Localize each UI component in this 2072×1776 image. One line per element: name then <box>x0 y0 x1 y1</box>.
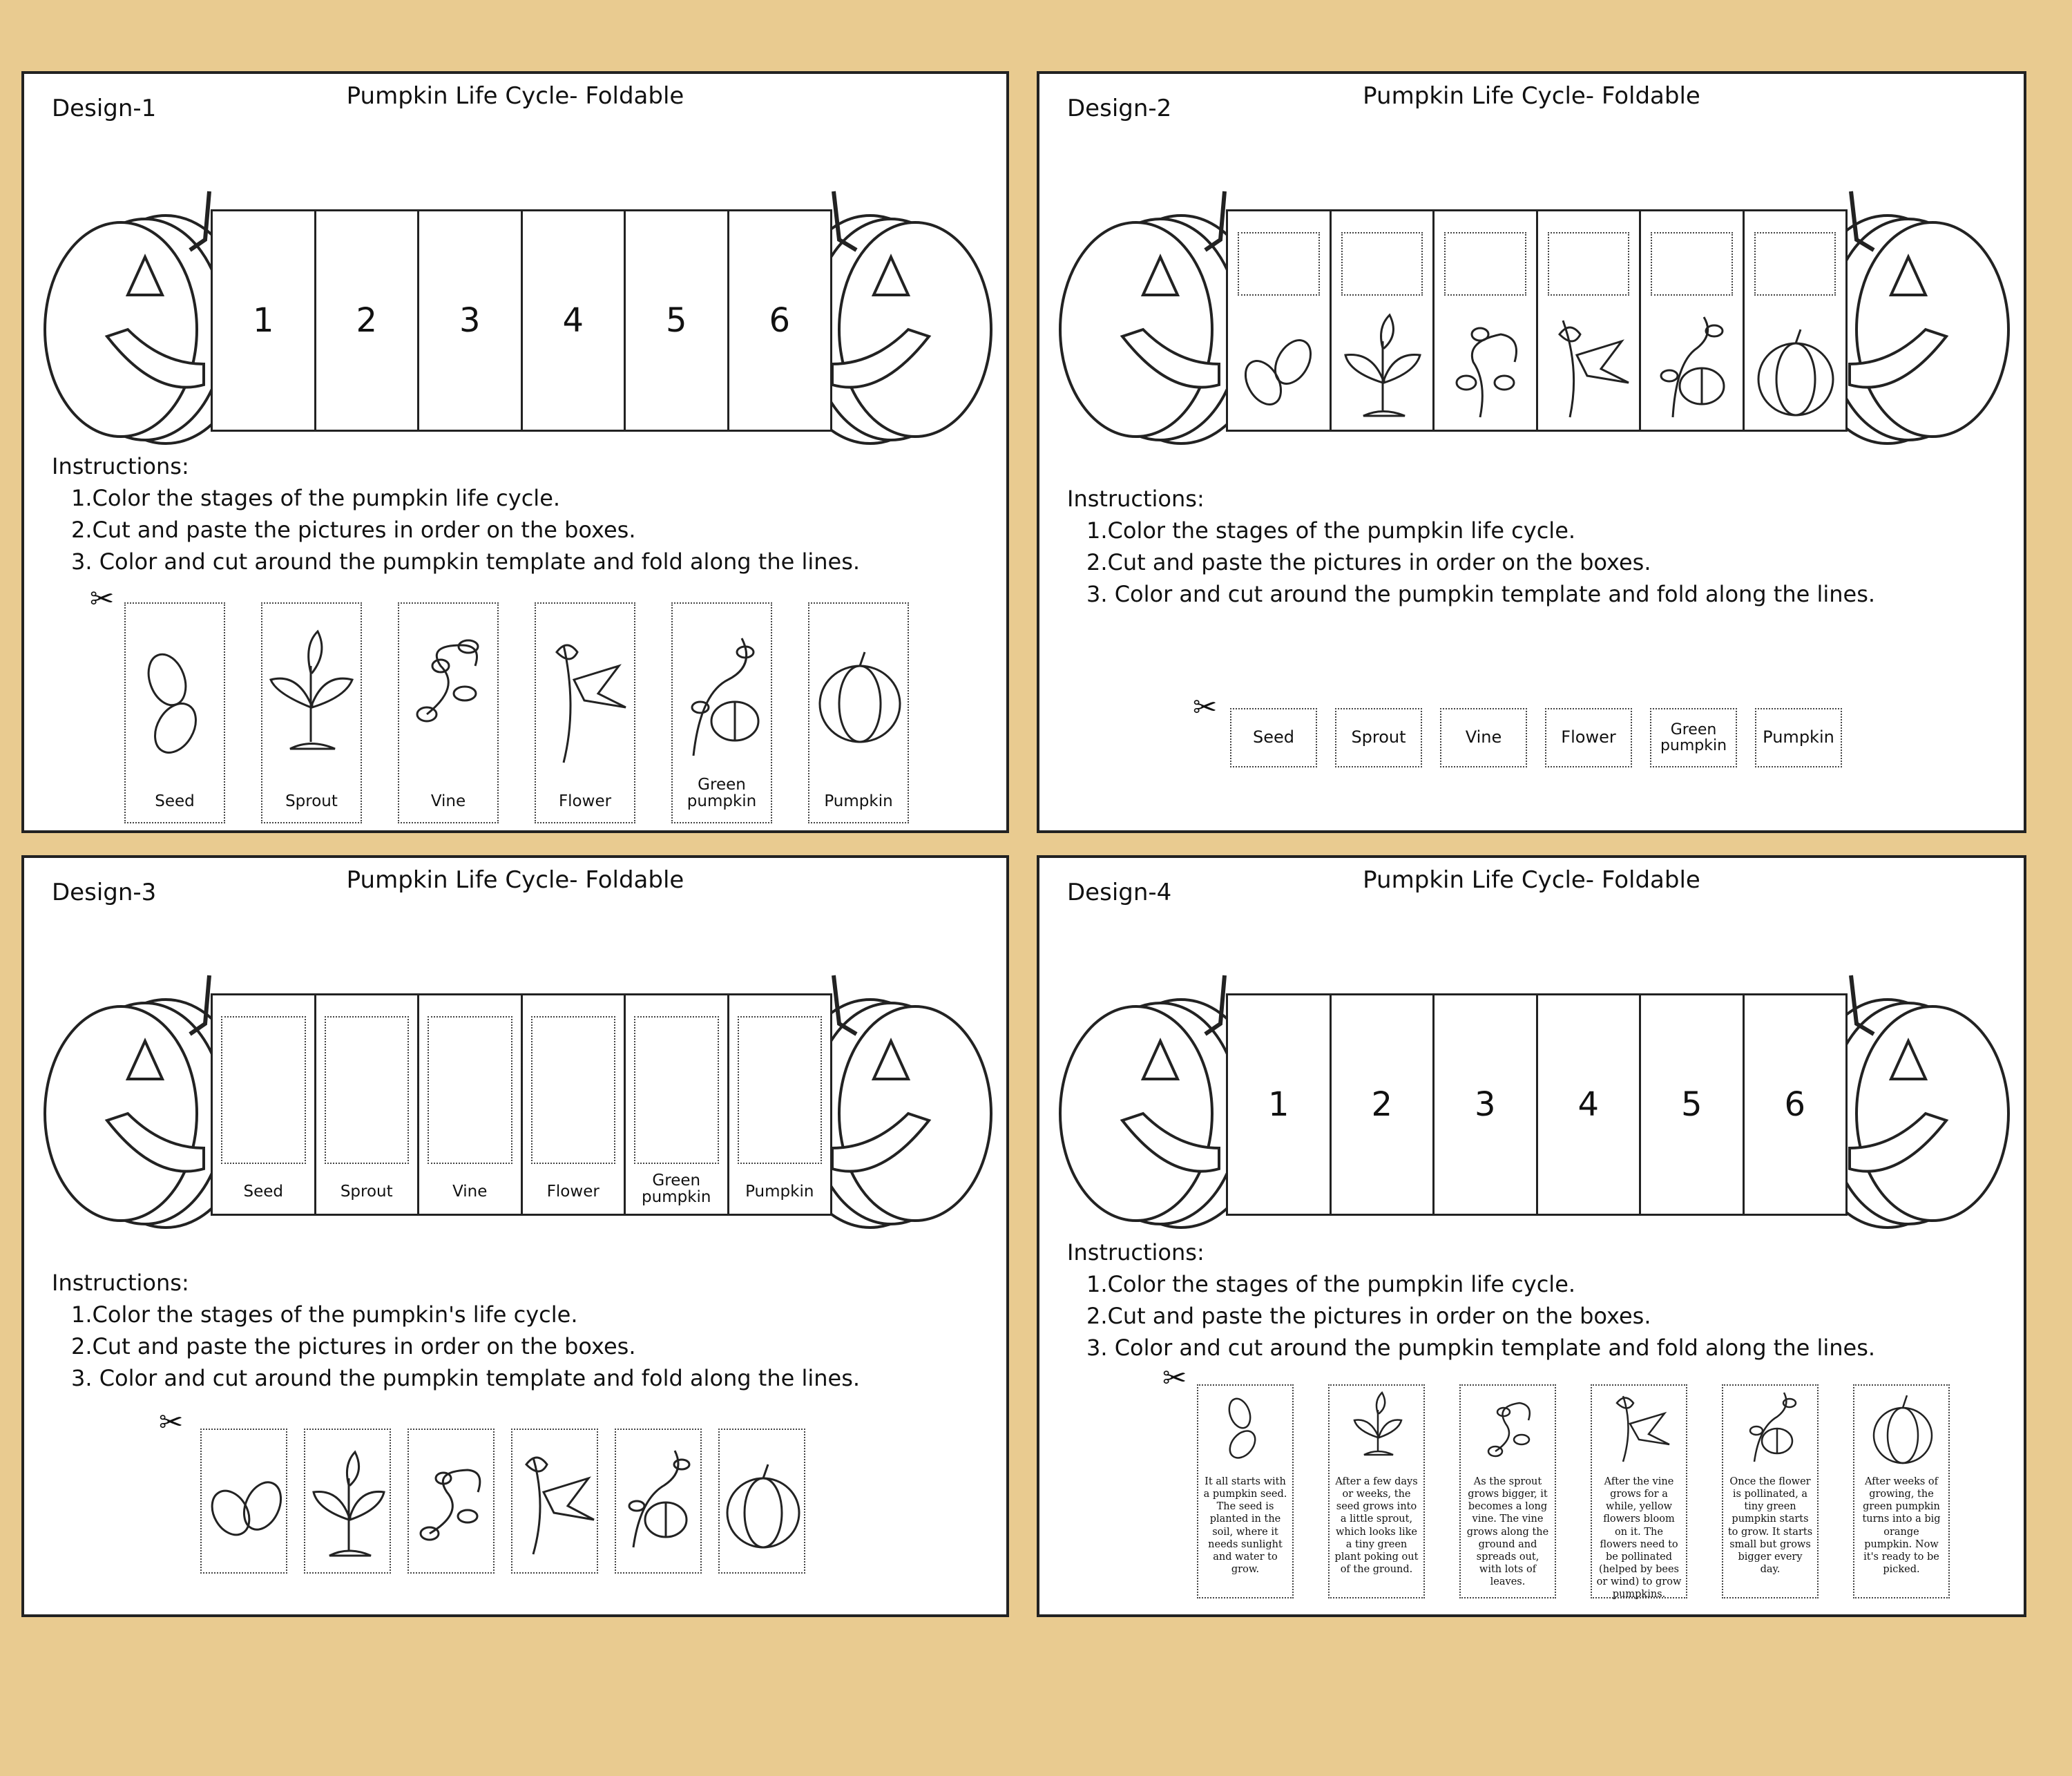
picture-box <box>531 1016 616 1164</box>
vine-icon <box>1439 307 1533 424</box>
pumpkin-icon <box>1749 307 1843 424</box>
instruction-item: 2.Cut and paste the pictures in order on the boxes. <box>71 1333 636 1359</box>
strip-segment <box>316 211 420 430</box>
segment-label: Sprout <box>340 1182 393 1201</box>
card-description: Once the flower is pollinated, a tiny green pumpkin starts to grow. It starts small but grows bigger every day. <box>1727 1476 1813 1575</box>
strip-segment <box>213 211 316 430</box>
instruction-item: 3. Color and cut around the pumpkin template and fold along the lines. <box>1086 1335 1876 1361</box>
card-green-pumpkin[interactable] <box>615 1429 702 1574</box>
picture-box <box>428 1016 512 1164</box>
sprout-icon <box>1336 307 1430 424</box>
strip-segment <box>1745 995 1846 1214</box>
segment-label: Pumpkin <box>745 1182 814 1201</box>
design-4-panel <box>1037 855 2026 1617</box>
strip-segment <box>1641 211 1745 430</box>
segment-number: 6 <box>769 301 791 340</box>
strip-segment <box>419 211 523 430</box>
strip-segment <box>1435 995 1538 1214</box>
green-pumpkin-icon <box>616 1430 703 1575</box>
card-label: Green pumpkin <box>687 775 757 810</box>
card-seed[interactable] <box>1197 1384 1294 1598</box>
label-box <box>1341 232 1423 296</box>
instructions-heading: Instructions: <box>52 1270 189 1296</box>
word-card-pumpkin[interactable]: Pumpkin <box>1755 708 1842 767</box>
green-pumpkin-icon <box>1645 307 1739 424</box>
strip-segment <box>419 995 523 1214</box>
scissors-icon: ✂ <box>1162 1361 1187 1395</box>
design-label: Design-1 <box>52 95 157 122</box>
seed-icon <box>126 604 227 783</box>
card-description: After the vine grows for a while, yellow flowers bloom on it. The flowers need to be pollinated (helped by bees or wind) to grow pumpkins. <box>1596 1476 1682 1601</box>
word-card-sprout[interactable]: Sprout <box>1335 708 1422 767</box>
design-label: Design-2 <box>1067 95 1172 122</box>
strip-segment <box>1228 995 1332 1214</box>
card-sprout[interactable] <box>304 1429 391 1574</box>
label-box <box>1444 232 1526 296</box>
instructions <box>1067 483 1875 610</box>
instruction-item: 2.Cut and paste the pictures in order on the boxes. <box>71 517 636 543</box>
strip-segment <box>1332 995 1435 1214</box>
segment-label: Green pumpkin <box>642 1171 711 1206</box>
strip-segment <box>213 995 316 1214</box>
card-vine[interactable] <box>407 1429 495 1574</box>
strip-segment <box>1538 995 1642 1214</box>
flower-icon <box>1542 307 1636 424</box>
instruction-item: 1.Color the stages of the pumpkin life cycle. <box>1086 517 1576 544</box>
card-seed[interactable] <box>200 1429 287 1574</box>
strip-segment <box>729 211 831 430</box>
seed-icon <box>1198 1386 1295 1472</box>
segment-number: 3 <box>459 301 481 340</box>
sprout-icon <box>305 1430 392 1575</box>
instructions <box>1067 1236 1875 1364</box>
card-pumpkin[interactable] <box>718 1429 805 1574</box>
segment-label: Flower <box>546 1182 599 1201</box>
instruction-item: 1.Color the stages of the pumpkin life cycle. <box>71 485 561 511</box>
card-description: As the sprout grows bigger, it becomes a long vine. The vine grows along the ground and spreads out, with lots of leaves. <box>1466 1476 1549 1587</box>
page-title: Pumpkin Life Cycle- Foldable <box>1363 866 1700 894</box>
instruction-item: 1.Color the stages of the pumpkin life cycle. <box>1086 1271 1576 1297</box>
design-2-panel <box>1037 71 2026 833</box>
scissors-icon: ✂ <box>90 582 115 615</box>
design-1-panel <box>21 71 1009 833</box>
page-title: Pumpkin Life Cycle- Foldable <box>346 82 684 110</box>
strip-segment <box>1641 995 1745 1214</box>
segment-number: 2 <box>356 301 378 340</box>
card-vine[interactable] <box>1459 1384 1556 1598</box>
instructions <box>52 450 860 577</box>
card-pumpkin[interactable] <box>1853 1384 1950 1598</box>
card-vine[interactable] <box>398 602 499 823</box>
card-label: Pumpkin <box>824 792 893 810</box>
picture-box <box>738 1016 823 1164</box>
scissors-icon: ✂ <box>159 1405 184 1439</box>
segment-number: 4 <box>1577 1085 1600 1124</box>
strip-segment <box>729 995 831 1214</box>
card-flower[interactable] <box>511 1429 598 1574</box>
picture-box <box>221 1016 306 1164</box>
picture-cards <box>124 602 909 823</box>
card-pumpkin[interactable] <box>808 602 909 823</box>
flower-icon <box>1592 1386 1689 1472</box>
foldable-strip <box>211 993 832 1216</box>
strip-segment <box>1435 211 1538 430</box>
design-label: Design-4 <box>1067 879 1172 906</box>
picture-cards <box>200 1429 805 1574</box>
instruction-item: 3. Color and cut around the pumpkin template and fold along the lines. <box>71 548 861 575</box>
segment-number: 2 <box>1371 1085 1393 1124</box>
label-box <box>1238 232 1320 296</box>
strip-segment <box>626 211 729 430</box>
instructions-heading: Instructions: <box>52 453 189 479</box>
page-title: Pumpkin Life Cycle- Foldable <box>1363 82 1700 110</box>
label-box <box>1651 232 1733 296</box>
card-label: Flower <box>558 792 612 810</box>
strip-segment <box>1745 211 1846 430</box>
foldable-strip <box>1226 993 1848 1216</box>
picture-box <box>325 1016 410 1164</box>
page-title: Pumpkin Life Cycle- Foldable <box>346 866 684 894</box>
sprout-icon <box>1330 1386 1426 1472</box>
word-cards <box>1230 708 1842 767</box>
instructions <box>52 1267 860 1394</box>
card-flower[interactable] <box>1591 1384 1687 1601</box>
vine-icon <box>1461 1386 1557 1472</box>
instructions-heading: Instructions: <box>1067 486 1205 512</box>
foldable-strip <box>211 209 832 432</box>
instruction-item: 2.Cut and paste the pictures in order on the boxes. <box>1086 549 1651 575</box>
description-cards <box>1197 1384 1950 1601</box>
card-description: After a few days or weeks, the seed grows into a little sprout, which looks like a tiny green plant poking out of the ground. <box>1334 1476 1419 1575</box>
segment-number: 5 <box>665 301 687 340</box>
flower-icon <box>536 604 637 783</box>
pumpkin-icon <box>720 1430 807 1575</box>
card-flower[interactable] <box>535 602 635 823</box>
word-card-green-pumpkin[interactable]: Green pumpkin <box>1650 708 1737 767</box>
card-sprout[interactable] <box>1328 1384 1425 1598</box>
segment-label: Vine <box>452 1182 488 1201</box>
card-label: Seed <box>155 792 195 810</box>
vine-icon <box>409 1430 496 1575</box>
design-label: Design-3 <box>52 879 157 906</box>
strip-segment <box>1228 211 1332 430</box>
design-3-panel <box>21 855 1009 1617</box>
segment-number: 1 <box>1267 1085 1289 1124</box>
segment-number: 6 <box>1784 1085 1806 1124</box>
label-box <box>1548 232 1630 296</box>
segment-number: 1 <box>252 301 274 340</box>
card-description: It all starts with a pumpkin seed. The seed is planted in the soil, where it needs sunlight and water to grow. <box>1203 1476 1287 1575</box>
vine-icon <box>399 604 500 783</box>
word-card-vine[interactable]: Vine <box>1440 708 1527 767</box>
word-card-seed[interactable]: Seed <box>1230 708 1317 767</box>
seed-icon <box>1232 307 1326 424</box>
strip-segment <box>1538 211 1642 430</box>
instruction-item: 2.Cut and paste the pictures in order on the boxes. <box>1086 1303 1651 1329</box>
label-box <box>1754 232 1836 296</box>
strip-segment <box>523 211 626 430</box>
sprout-icon <box>262 604 363 783</box>
card-green-pumpkin[interactable] <box>671 602 772 823</box>
strip-segment <box>316 995 420 1214</box>
foldable-strip <box>1226 209 1848 432</box>
pumpkin-icon <box>1854 1386 1951 1472</box>
seed-icon <box>202 1430 289 1575</box>
strip-segment <box>626 995 729 1214</box>
segment-label: Seed <box>243 1182 283 1201</box>
picture-box <box>634 1016 719 1164</box>
instruction-item: 1.Color the stages of the pumpkin's life cycle. <box>71 1301 578 1328</box>
card-description: After weeks of growing, the green pumpkin turns into a big orange pumpkin. Now it's ready to be picked. <box>1862 1476 1941 1575</box>
instructions-heading: Instructions: <box>1067 1239 1205 1266</box>
card-seed[interactable] <box>124 602 225 823</box>
green-pumpkin-icon <box>673 604 774 783</box>
green-pumpkin-icon <box>1723 1386 1820 1472</box>
instruction-item: 3. Color and cut around the pumpkin template and fold along the lines. <box>71 1365 861 1391</box>
flower-icon <box>512 1430 599 1575</box>
strip-segment <box>1332 211 1435 430</box>
pumpkin-icon <box>809 604 910 783</box>
strip-segment <box>523 995 626 1214</box>
card-sprout[interactable] <box>261 602 362 823</box>
card-green-pumpkin[interactable] <box>1722 1384 1819 1598</box>
segment-number: 5 <box>1680 1085 1702 1124</box>
card-label: Vine <box>430 792 466 810</box>
segment-number: 4 <box>562 301 584 340</box>
instruction-item: 3. Color and cut around the pumpkin template and fold along the lines. <box>1086 581 1876 607</box>
scissors-icon: ✂ <box>1193 690 1218 724</box>
card-label: Sprout <box>285 792 338 810</box>
segment-number: 3 <box>1474 1085 1496 1124</box>
word-card-flower[interactable]: Flower <box>1545 708 1632 767</box>
